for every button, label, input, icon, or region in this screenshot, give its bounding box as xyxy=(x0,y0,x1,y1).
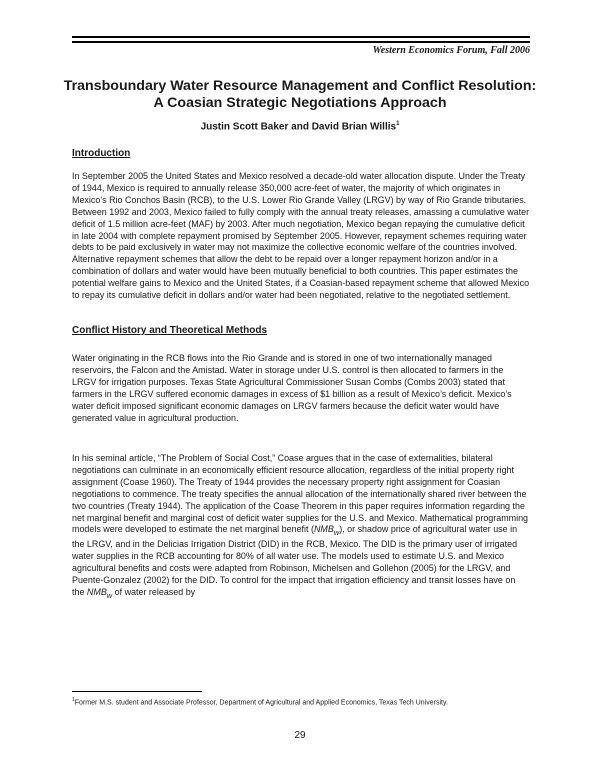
conflict-paragraph-2-part-c: of water released by xyxy=(112,586,196,597)
introduction-paragraph: In September 2005 the United States and Mexico resolved a decade-old water allocation dispute. Under the Treaty of 1944, Mexico is required to annually release 350,000 acre-feet of water, the majority of which originates in Mexico’s Rio Conchos Basin (RCB), to the U.S. Lower Rio Grande Valley (LRGV) by way of Rio Grande tributaries. Between 1992 and 2003, Mexico failed to fully comply with the annual treaty releases, amassing a cumulative water deficit of 1.5 million acre-feet (MAF) by 2003. After much negotiation, Mexico began repaying the cumulative deficit in late 2004 with complete repayment promised by September 2005. However, repayment schemes requiring water debts to be paid exclusively in water may not maximize the collective economic welfare of the countries involved. Alternative repayment schemes that allow the debt to be repaid over a longer repayment horizon and/or in a combination of dollars and water would have been mutually beneficial to both countries. This paper estimates the potential welfare gains to Mexico and the United States, if a Coasian-based repayment scheme that allowed Mexico to repay its cumulative deficit in dollars and/or water had been negotiated, relative to the negotiated settlement. xyxy=(72,171,530,301)
footnote xyxy=(72,695,530,708)
section-heading-introduction: Introduction xyxy=(72,148,131,159)
conflict-paragraph-2 xyxy=(72,453,530,601)
nmb-term-2: $NMB_w$ xyxy=(86,586,113,600)
author-names: Justin Scott Baker and David Brian Willis xyxy=(200,121,397,133)
running-head: Western Economics Forum, Fall 2006 xyxy=(372,45,530,56)
conflict-paragraph-1: Water originating in the RCB flows into the Rio Grande and is stored in one of two internationally managed reservoirs, the Falcon and the Amistad. Water in storage under U.S. control is then allocated to farmers in the LRGV for irrigation purposes. Texas State Agricultural Commissioner Susan Combs (Combs 2003) stated that farmers in the LRGV suffered economic damages in excess of $1 billion as a result of Mexico’s deficit. Mexico’s water deficit imposed significant economic damages on LRGV farmers because the deficit water would have generated value in agricultural production. xyxy=(72,353,512,423)
footnote-rule xyxy=(72,691,202,692)
nmb-term: $NMB_w$ xyxy=(313,524,340,538)
header-rule-bottom xyxy=(72,41,530,43)
section-heading-conflict-history: Conflict History and Theoretical Methods xyxy=(72,325,268,336)
author-footnote-mark: 1 xyxy=(396,121,400,127)
title-line-2: A Coasian Strategic Negotiations Approach xyxy=(153,95,447,111)
title-line-1: Transboundary Water Resource Management and Conflict Resolution: xyxy=(63,78,537,94)
paper-title xyxy=(60,78,540,112)
footnote-mark: 1 xyxy=(72,697,75,703)
footnote-text: Former M.S. student and Associate Professor, Department of Agricultural and Applied Economics, Texas Tech University. xyxy=(74,699,448,707)
conflict-paragraph-2-part-a: In his seminal article, “The Problem of Social Cost,” Coase argues that in the case of externalities, bilateral negotiations can culminate in an economically efficient resource allocation, regardless of the initial property right assignment (Coase 1960). The Treaty of 1944 provides the necessary property right assignment for Coasian negotiations to commence. The treaty specifies the annual allocation of the internationally shared river between the two countries (Treaty 1944). The application of the Coase Theorem in this paper requires information regarding the net marginal benefit and marginal cost of deficit water supplies for the U.S. and Mexico. Mathematical programming models were developed to estimate the net marginal benefit ( xyxy=(72,453,529,535)
page-number: 29 xyxy=(294,730,306,741)
conflict-paragraph-2-part-b: ), or shadow price of agricultural water use in the LRGV, and in the Delicias Irrigation District (DID) in the RCB, Mexico. The DID is the primary user of irrigated water supplies in the RCB accounting for 80% of all water use. The models used to estimate U.S. and Mexico agricultural benefits and costs were adapted from Robinson, Michelsen and Gollehon (2005) for the LRGV, and Puente-Gonzalez (2002) for the DID. To control for the impact that irrigation efficiency and transit losses have on the xyxy=(72,524,518,597)
header-rule-top xyxy=(72,36,530,38)
authors xyxy=(60,121,540,132)
